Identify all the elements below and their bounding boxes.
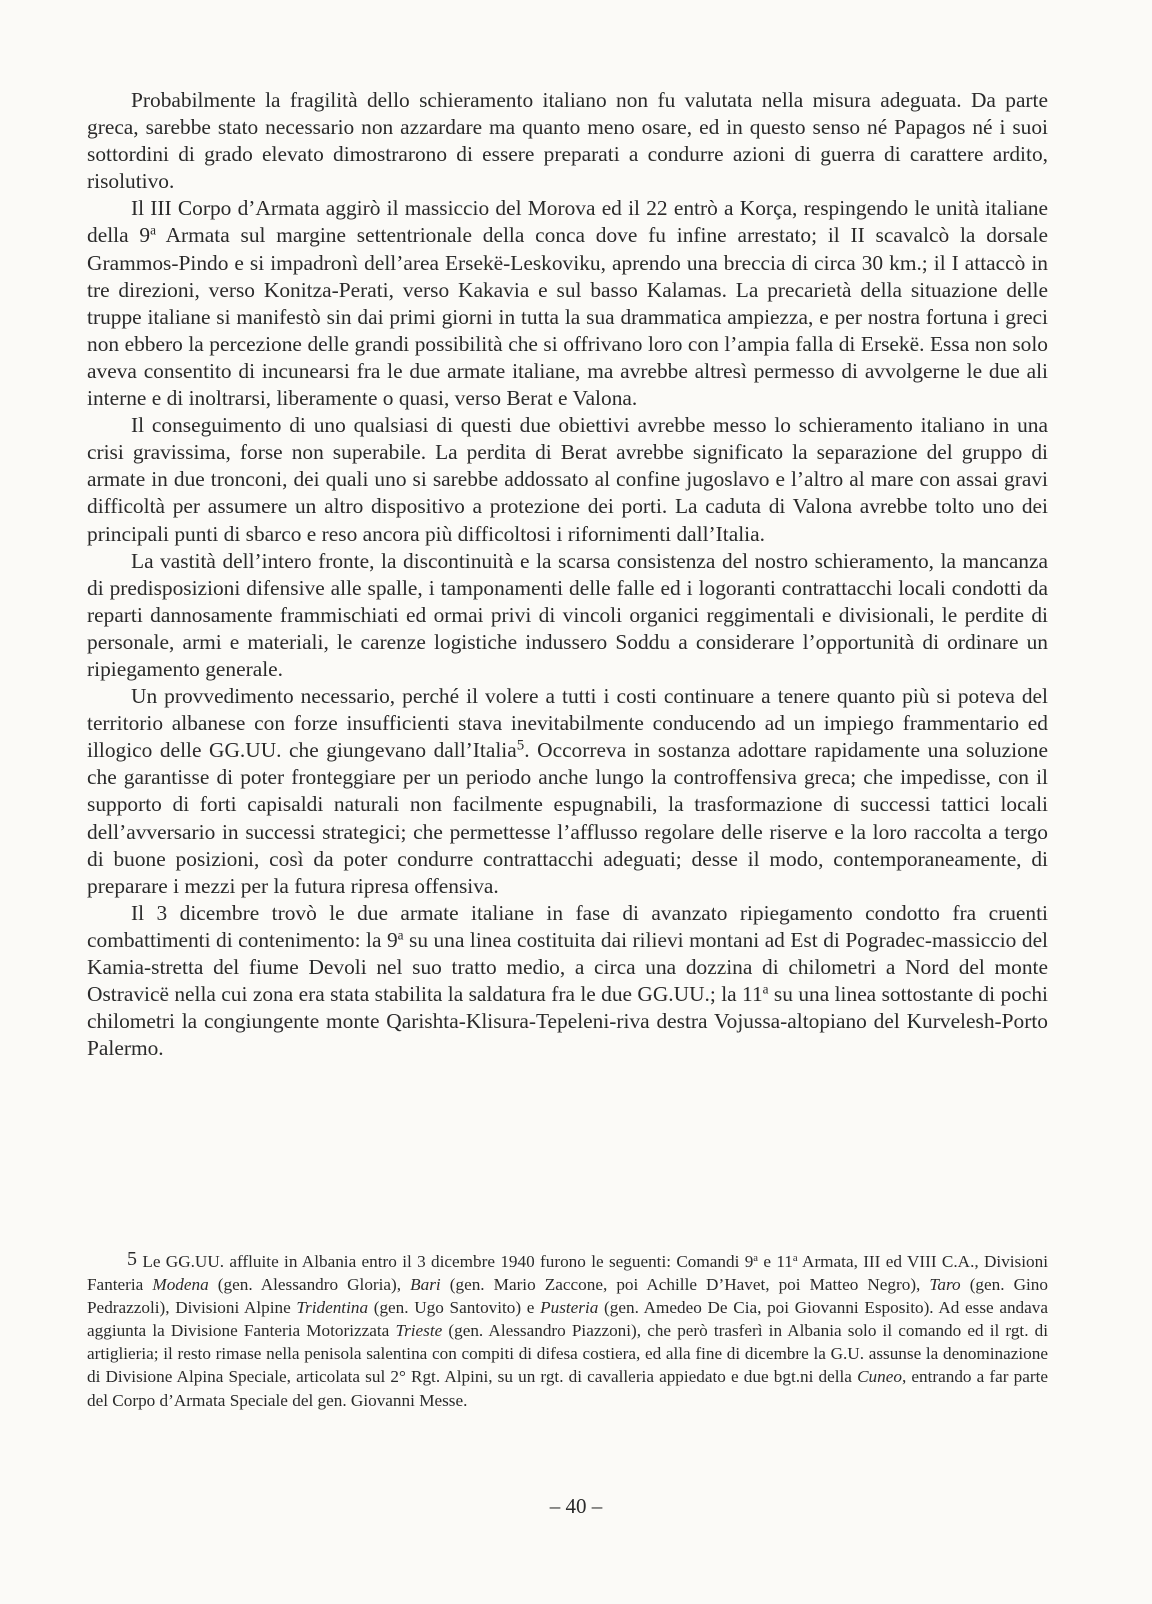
unit-name: Bari <box>410 1275 441 1295</box>
footnote-reference[interactable]: 5 <box>516 737 525 754</box>
footnotes <box>87 1248 1048 1412</box>
superscript: a <box>792 1253 798 1265</box>
footnote: 5 Le GG.UU. affluite in Albania entro il 3 dicembre 1940 furono le seguenti: Comandi 9$^a$ e 11$^a$ Armata, III ed VIII C.A., Divisioni Fanteria Modena (gen. Alessandro Gloria), Bari (gen. Mario Zaccone, poi Achille D’Havet, poi Matteo Negro), Taro (gen. Gino Pedrazzoli), Divisioni Alpine Tridentina (gen. Ugo Santovito) e Pusteria (gen. Amedeo De Cia, poi Giovanni Esposito). Ad esse andava aggiunta la Divisione Fanteria Motorizzata Trieste (gen. Alessandro Piazzoni), che però trasferì in Albania solo il comando ed il rgt. di artiglieria; il resto rimase nella penisola salentina con compiti di difesa costiera, ed alla fine di dicembre la G.U. assunse la denominazione di Divisione Alpina Speciale, articolata sul 2° Rgt. Alpini, su un rgt. di cavalleria appiedato e due bgt.ni della Cuneo, entrando a far parte del Corpo d’Armata Speciale del gen. Giovanni Messe. <box>87 1248 1048 1410</box>
paragraph: Un provvedimento necessario, perché il volere a tutti i costi continuare a tenere quanto più si poteva del territorio albanese con forze insufficienti stava inevitabilmente conducendo ad un impiego frammentario ed illogico delle GG.UU. che giungevano dall’Italia$^5$. Occorreva in sostanza adottare rapidamente una soluzione che garantisse di poter fronteggiare per un periodo anche lungo la controffensiva greca; che impedisse, con il supporto di forti capisaldi naturali non facilmente espugnabili, la trasformazione di successi tattici locali dell’avversario in successi strategici; che permettesse l’afflusso regolare delle riserve e la loro raccolta a tergo di buone posizioni, così da poter condurre contrattacchi adeguati; desse il modo, contemporaneamente, di preparare i mezzi per la futura ripresa offensiva. <box>87 684 1048 898</box>
paragraph: Il 3 dicembre trovò le due armate italiane in fase di avanzato ripiegamento condotto fra cruenti combattimenti di contenimento: la 9$^a$ su una linea costituita dai rilievi montani ad Est di Pogradec-massiccio del Kamia-stretta del fiume Devoli nel suo tratto medio, a circa una dozzina di chilometri a Nord del monte Ostravicë nella cui zona era stata stabilita la saldatura fra le due GG.UU.; la 11$^a$ su una linea sottostante di pochi chilometri la congiungente monte Qarishta-Klisura-Tepeleni-riva destra Vojussa-altopiano del Kurvelesh-Porto Palermo. <box>87 900 1049 1061</box>
superscript: a <box>397 927 404 943</box>
paragraph: Probabilmente la fragilità dello schieramento italiano non fu valutata nella misura adeguata. Da parte greca, sarebbe stato necessario non azzardare ma quanto meno osare, ed in questo senso né Papagos né i suoi sottordini di grado elevato dimostrarono di essere preparati a condurre azioni di guerra di carattere ardito, risolutivo. <box>87 88 1048 194</box>
paragraph: La vastità dell’intero fronte, la discontinuità e la scarsa consistenza del nostro schieramento, la mancanza di predisposizioni difensive alle spalle, i tamponamenti delle falle ed i logoranti contrattacchi locali condotti da reparti dannosamente frammischiati ed ormai privi di vincoli organici reggimentali e divisionali, le perdite di personale, armi e materiali, le carenze logistiche indussero Soddu a considerare l’opportunità di ordinare un ripiegamento generale. <box>87 548 1048 681</box>
body-text <box>87 87 1048 1062</box>
unit-name: Pusteria <box>540 1298 599 1318</box>
paragraph: Il III Corpo d’Armata aggirò il massiccio del Morova ed il 22 entrò a Korça, respingendo le unità italiane della 9$^a$ Armata sul margine settentrionale della conca dove fu infine arrestato; il II scavalcò la dorsale Grammos-Pindo e si impadronì dell’area Ersekë-Leskoviku, aprendo una breccia di circa 30 km.; il I attaccò in tre direzioni, verso Konitza-Perati, verso Kakavia e sul basso Kalamas. La precarietà della situazione delle truppe italiane si manifestò sin dai primi giorni in tutta la sua drammatica ampiezza, e per nostra fortuna i greci non ebbero la percezione delle grandi possibilità che si offrivano loro con l’ampia falla di Ersekë. Essa non solo aveva consentito di incunearsi fra le due armate italiane, ma avrebbe altresì permesso di avvolgerne le due ali interne e di inoltrarsi, liberamente o quasi, verso Berat e Valona. <box>87 196 1048 411</box>
superscript: a <box>762 981 769 997</box>
footnote-number: 5 <box>127 1248 137 1270</box>
superscript: a <box>753 1253 759 1265</box>
paragraph: Il conseguimento di uno qualsiasi di questi due obiettivi avrebbe messo lo schieramento italiano in una crisi gravissima, forse non superabile. La perdita di Berat avrebbe significato la separazione del gruppo di armate in due tronconi, dei quali uno si sarebbe addossato al confine jugoslavo e l’altro al mare con assai gravi difficoltà per assumere un altro dispositivo a protezione dei porti. La caduta di Valona avrebbe tolto uno dei principali punti di sbarco e reso ancora più difficoltosi i rifornimenti dall’Italia. <box>87 413 1048 546</box>
unit-name: Modena <box>152 1275 209 1295</box>
unit-name: Taro <box>929 1275 961 1295</box>
page-number: – 40 – <box>549 1494 603 1518</box>
unit-name: Cuneo <box>857 1367 902 1387</box>
unit-name: Trieste <box>395 1321 443 1341</box>
unit-name: Tridentina <box>296 1298 369 1318</box>
superscript: a <box>150 223 156 239</box>
